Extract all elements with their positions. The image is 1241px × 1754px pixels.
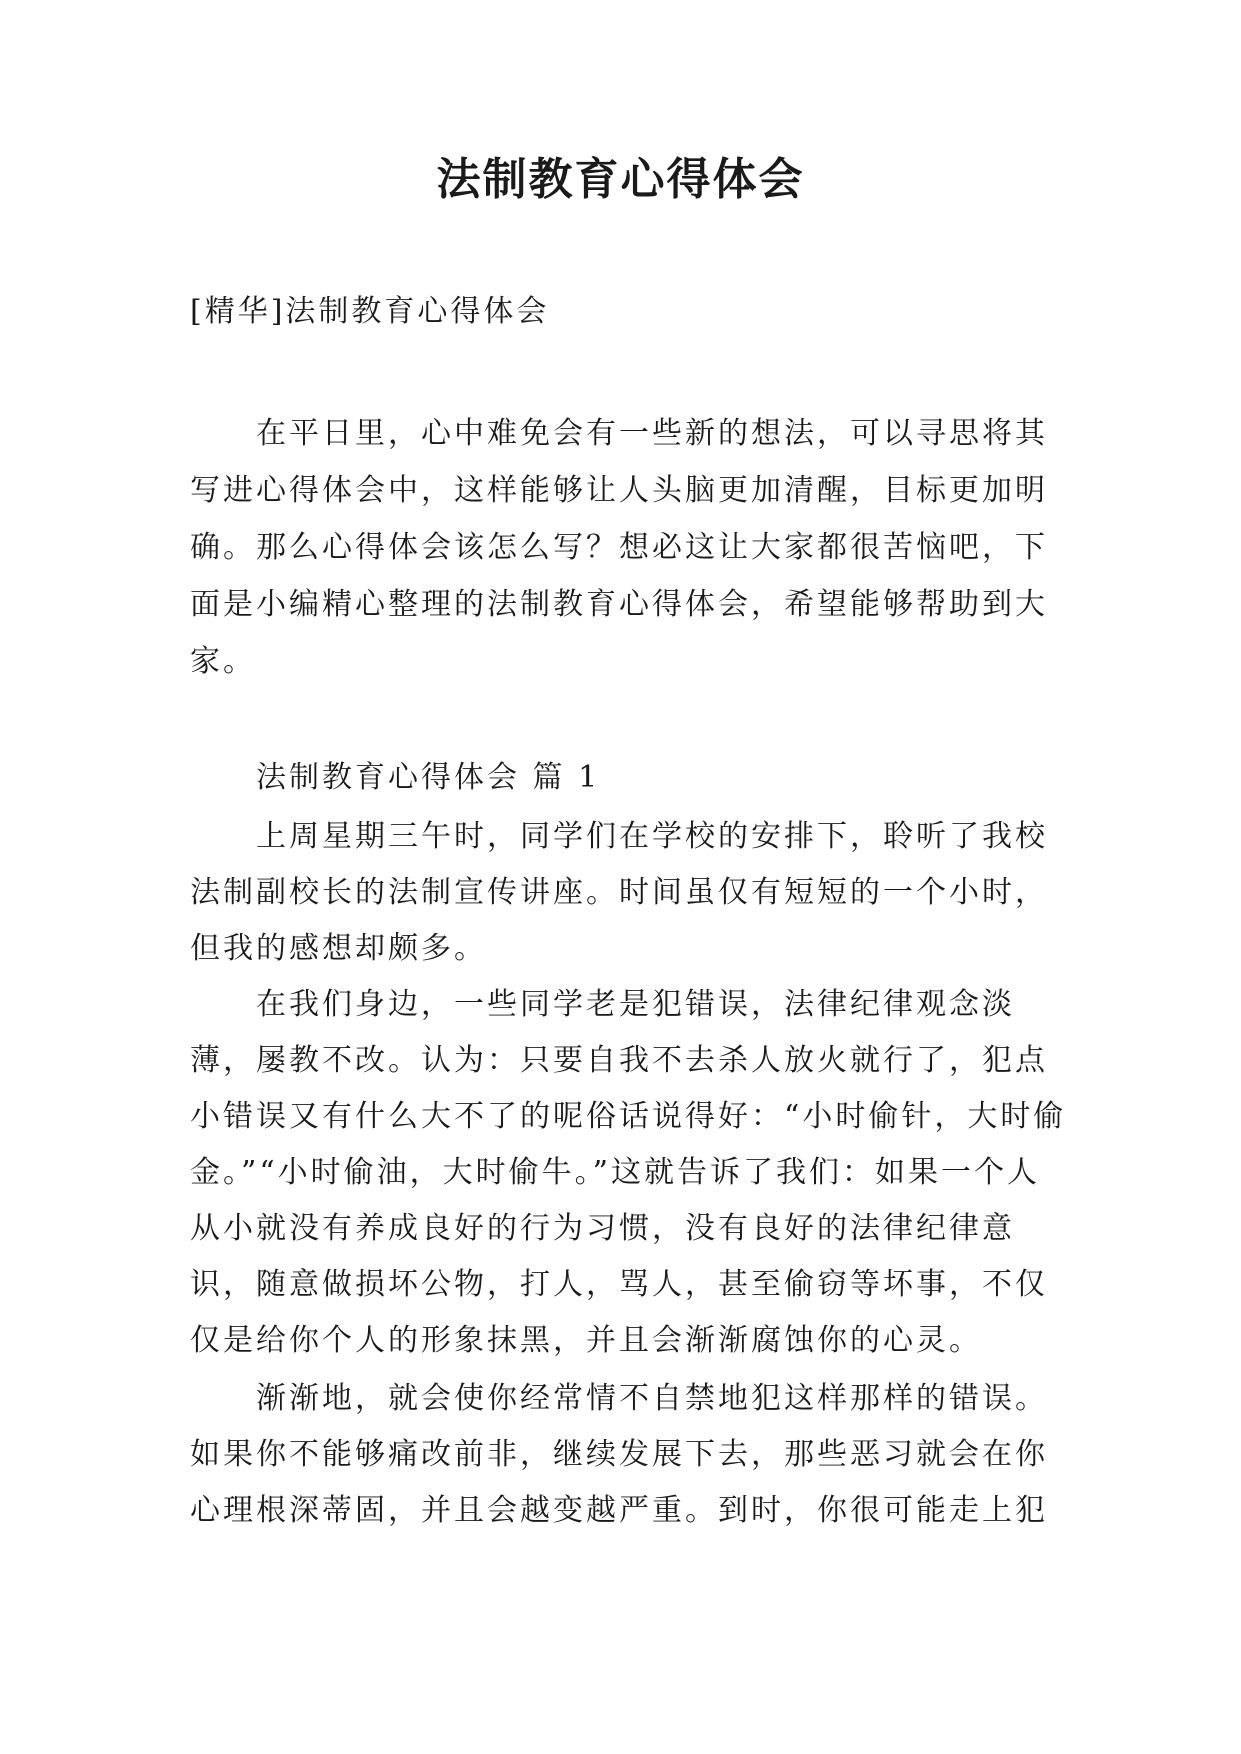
body-paragraph-3: 渐渐地，就会使你经常情不自禁地犯这样那样的错误。如果你不能够痛改前非，继续发展下去，那些恶习就会在你心理根深蒂固，并且会越变越严重。到时，你很可能走上犯 [190, 1381, 1048, 1528]
intro-paragraph: 在平日里，心中难免会有一些新的想法，可以寻思将其写进心得体会中，这样能够让人头脑更加清醒，目标更加明确。那么心得体会该怎么写？想必这让大家都很苦恼吧，下面是小编精心整理的法制教育心得体会，希望能够帮助到大家。 [190, 416, 1048, 679]
body-paragraph-2: 在我们身边，一些同学老是犯错误，法律纪律观念淡薄，屡教不改。认为：只要自我不去杀人放火就行了，犯点小错误又有什么大不了的呢俗话说得好：“小时偷针，大时偷金。”“小时偷油，大时偷牛。”这就告诉了我们：如果一个人从小就没有养成良好的行为习惯，没有良好的法律纪律意识，随意做损坏公物，打人，骂人，甚至偷窃等坏事，不仅仅是给你个人的形象抹黑，并且会渐渐腐蚀你的心灵。 [190, 987, 1067, 1358]
document-title: 法制教育心得体会 [436, 154, 805, 205]
document-subtitle: [精华]法制教育心得体会 [190, 294, 550, 329]
section-heading: 法制教育心得体会 篇 1 [256, 760, 601, 795]
body-paragraph-1: 上周星期三午时，同学们在学校的安排下，聆听了我校法制副校长的法制宣传讲座。时间虽仅有短短的一个小时，但我的感想却颇多。 [190, 819, 1048, 966]
